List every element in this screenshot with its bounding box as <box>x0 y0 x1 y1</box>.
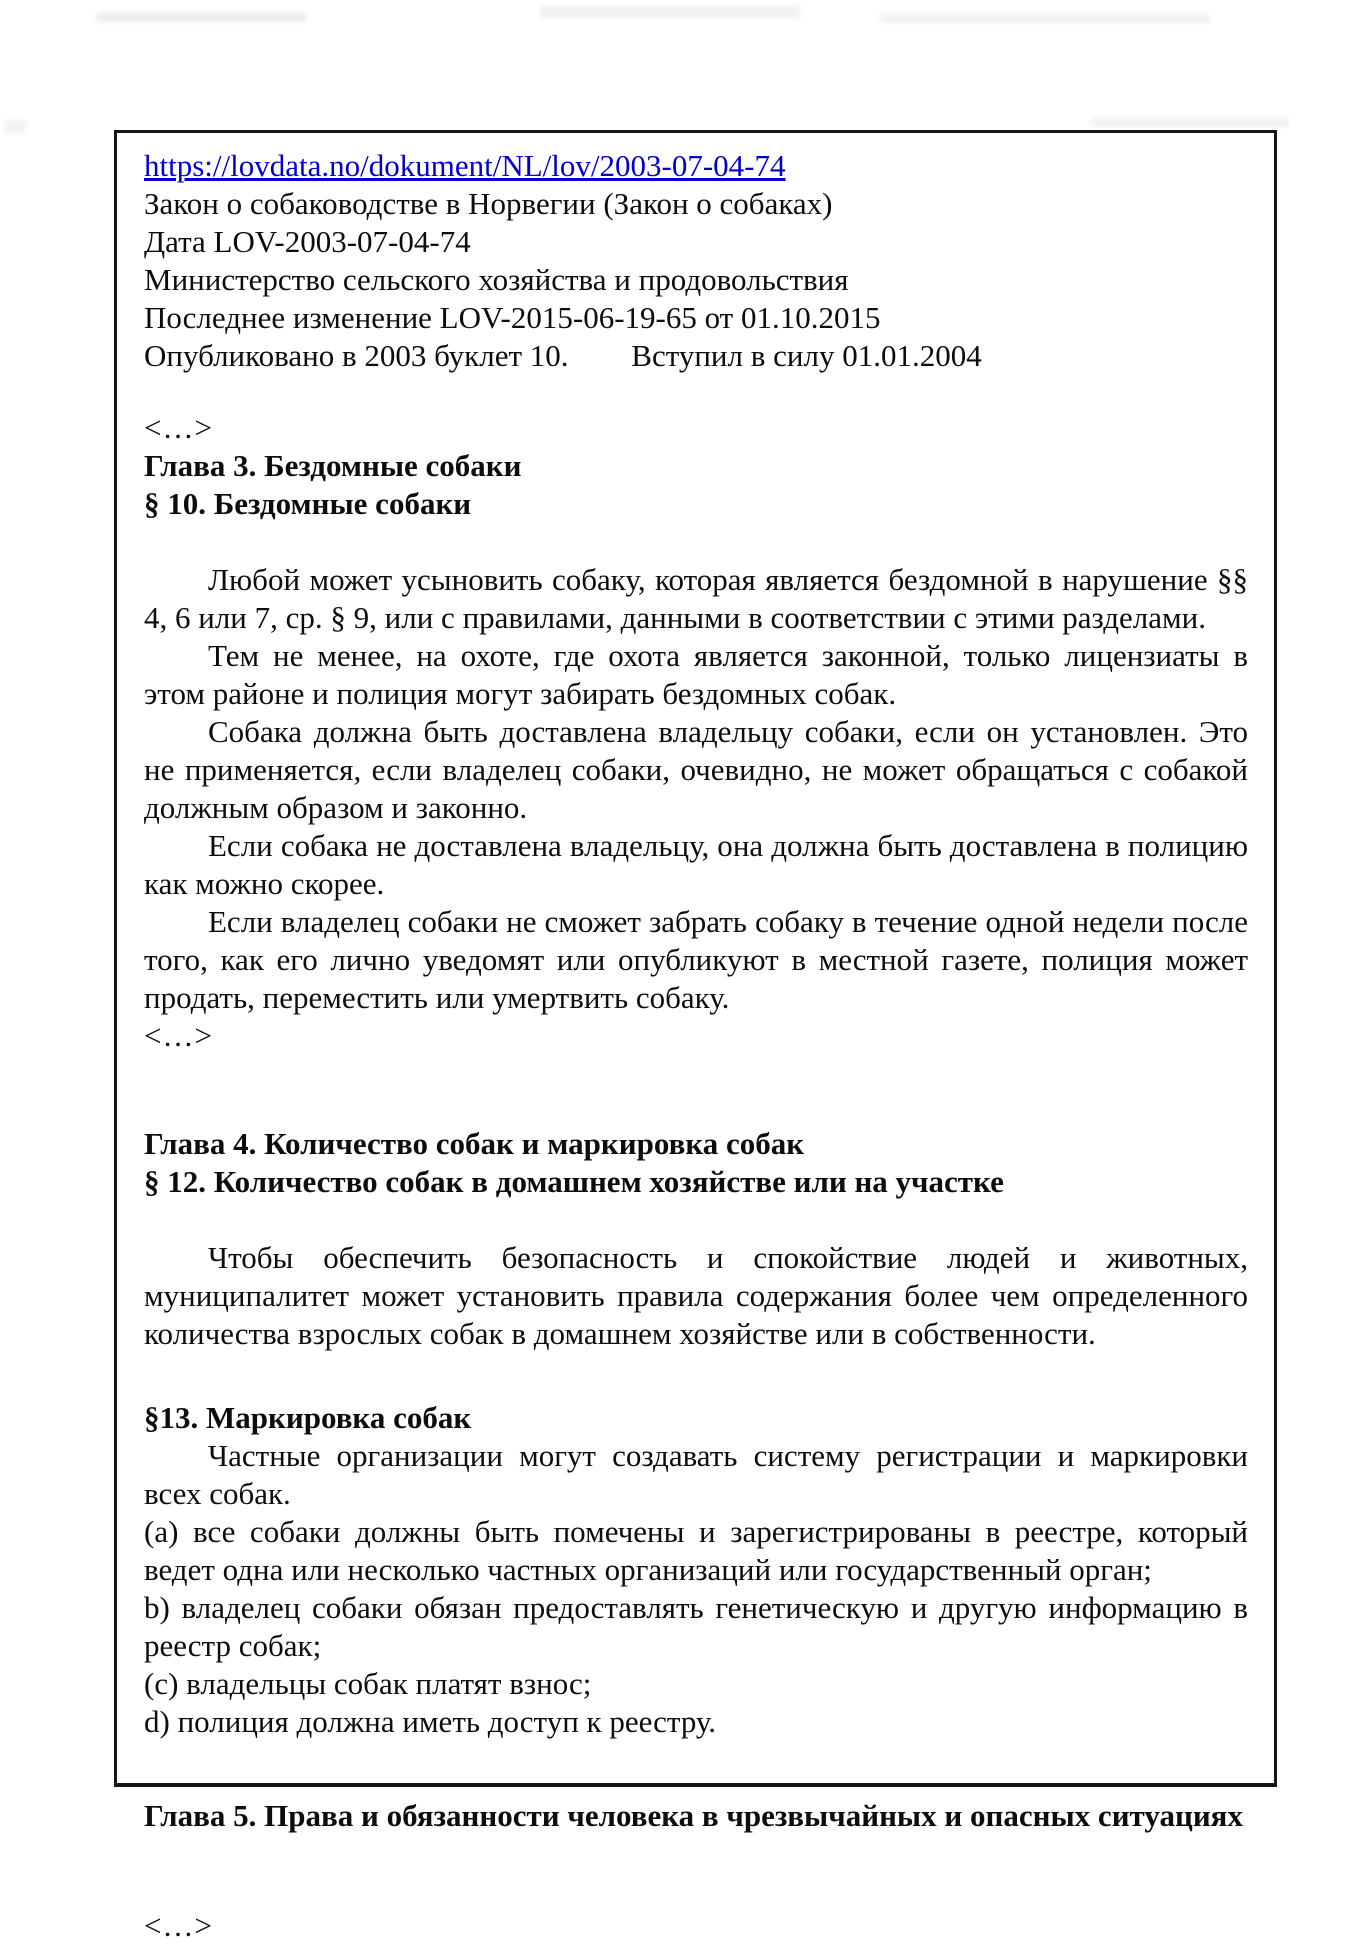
published-text: Опубликовано в 2003 буклет 10. <box>144 338 569 373</box>
section10-heading: § 10. Бездомные собаки <box>144 486 472 521</box>
chapter4-heading: Глава 4. Количество собак и маркировка собак <box>144 1126 805 1161</box>
paragraph: Частные организации могут создавать систему регистрации и маркировки всех собак. <box>144 1438 1248 1511</box>
paragraph: Любой может усыновить собаку, которая является бездомной в нарушение §§ 4, 6 или 7, ср. § 9, или с правилами, данными в соответствии с этими разделами. <box>144 562 1248 635</box>
law-date: Дата LOV-2003-07-04-74 <box>144 224 471 259</box>
paragraph: Если владелец собаки не сможет забрать собаку в течение одной недели после того, как его лично уведомят или опубликуют в местной газете, полиция может продать, переместить или умертвить собаку. <box>144 904 1248 1015</box>
published-line <box>144 337 1248 375</box>
paragraph: Чтобы обеспечить безопасность и спокойствие людей и животных, муниципалитет может установить правила содержания более чем определенного количества взрослых собак в домашнем хозяйстве или в собственности. <box>144 1240 1248 1351</box>
paragraph: Тем не менее, на охоте, где охота является законной, только лицензиаты в этом районе и полиция могут забирать бездомных собак. <box>144 638 1248 711</box>
document-border-frame <box>114 130 1277 1943</box>
last-amended-line: Последнее изменение LOV-2015-06-19-65 от 01.10.2015 <box>144 300 881 335</box>
chapter5-heading: Глава 5. Права и обязанности человека в чрезвычайных и опасных ситуациях <box>144 1798 1243 1833</box>
scan-artifact <box>4 120 26 134</box>
list-item: (c) владельцы собак платят взнос; <box>144 1666 592 1701</box>
scan-artifact <box>1090 118 1290 127</box>
paragraph: Если собака не доставлена владельцу, она должна быть доставлена в полицию как можно скорее. <box>144 828 1248 901</box>
omission-mark: <…> <box>144 1018 213 1053</box>
paragraph: Собака должна быть доставлена владельцу собаки, если он установлен. Это не применяется, если владелец собаки, очевидно, не может обращаться с собакой должным образом и законно. <box>144 714 1248 825</box>
chapter3-heading: Глава 3. Бездомные собаки <box>144 448 522 483</box>
section13-heading: §13. Маркировка собак <box>144 1400 472 1435</box>
list-item: b) владелец собаки обязан предоставлять генетическую и другую информацию в реестр собак; <box>144 1590 1248 1663</box>
ministry-line: Министерство сельского хозяйства и продовольствия <box>144 262 849 297</box>
source-url-link[interactable]: https://lovdata.no/dokument/NL/lov/2003-07-04-74 <box>144 148 786 183</box>
omission-mark: <…> <box>144 1908 213 1943</box>
law-title: Закон о собаководстве в Норвегии (Закон о собаках) <box>144 186 833 221</box>
list-item: (a) все собаки должны быть помечены и зарегистрированы в реестре, который ведет одна или несколько частных организаций или государственный орган; <box>144 1514 1248 1587</box>
in-force-text: Вступил в силу 01.01.2004 <box>631 338 982 373</box>
section12-heading: § 12. Количество собак в домашнем хозяйстве или на участке <box>144 1164 1004 1199</box>
omission-mark: <…> <box>144 410 213 445</box>
scan-artifact <box>880 14 1210 23</box>
scan-artifact <box>96 12 306 22</box>
source-url-line <box>144 147 1248 185</box>
list-item: d) полиция должна иметь доступ к реестру. <box>144 1704 717 1739</box>
scan-artifact <box>540 6 800 18</box>
